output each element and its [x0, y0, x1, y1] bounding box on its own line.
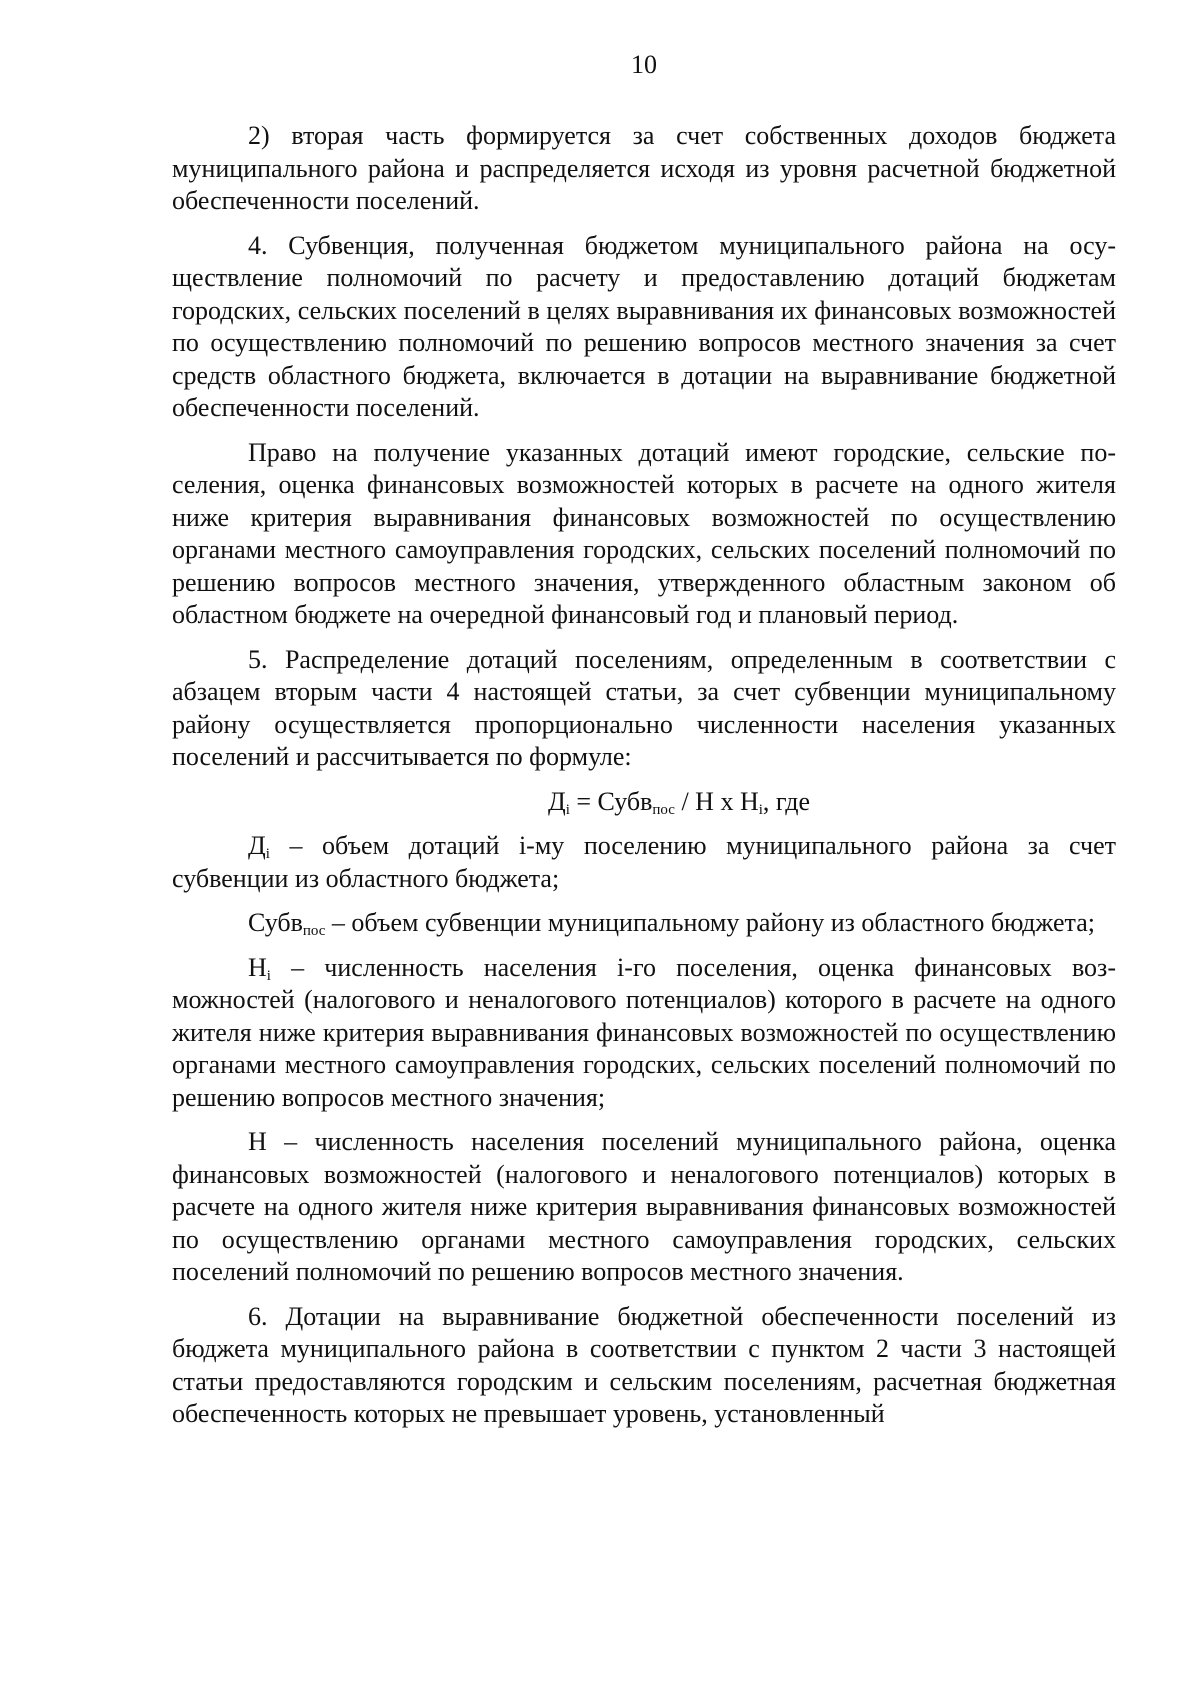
definition-subv: [172, 907, 1116, 940]
formula-equals-subv: = Субв: [569, 786, 653, 816]
symbol-subv-subscript: пос: [302, 923, 326, 939]
definition-n-text: – численность населения i-го поселения, оценка финансовых возможностей (налогового и неналогового потенциалов) которого в расчете на одного жителя ниже критерия выравнивания финансовых возможностей по осуществлению органами местного самоуправления городских, сельских поселений полномочий по решению вопросов местного значения;: [172, 952, 1116, 1112]
distribution-formula: [172, 786, 1116, 819]
formula-d: Д: [547, 786, 566, 816]
formula-tail: , где: [762, 786, 811, 816]
formula-divide-multiply: / Н х Н: [674, 786, 759, 816]
paragraph-subvention: 4. Субвенция, полученная бюджетом муниципального района на осуществление полномочий по расчету и предоставлению дотаций бюджетам городских, сельских поселений в целях выравнивания их финансовых возможностей по осуществлению полномочий по решению вопросов местного значения за счет средств областного бюджета, включается в дотации на выравнивание бюджетной обеспеченности поселений.: [172, 230, 1116, 422]
formula-n-subscript: i: [758, 801, 763, 818]
paragraph-budget-second-part: 2) вторая часть формируется за счет собственных доходов бюджета муниципального района и распределяется исходя из уровня расчетной бюджетной обеспеченности поселений.: [172, 121, 1116, 215]
formula-d-subscript: i: [565, 801, 570, 818]
symbol-d-subscript: i: [265, 846, 270, 862]
paragraph-distribution: 5. Распределение дотаций поселениям, определенным в соответствии с абзацем вторым части 4 настоящей статьи, за счет субвенции муниципальному району осуществляется пропорционально численности населения указанных поселений и рассчитывается по формуле:: [172, 644, 1116, 771]
page-number: 10: [631, 50, 657, 79]
paragraph-right-to-subsidies: Право на получение указанных дотаций имеют городские, сельские поселения, оценка финансовых возможностей которых в расчете на одного жителя ниже критерия выравнивания финансовых возможностей по осуществлению органами местного самоуправления городских, сельских поселений полномочий по решению вопросов местного значения, утвержденного областным законом об областном бюджете на очередной финансовый год и плановый период.: [172, 437, 1116, 629]
symbol-d: Д: [248, 831, 266, 860]
definition-n-total: Н – численность населения поселений муниципального района, оценка финансовых возможностей (налогового и неналогового потенциалов) которых в расчете на одного жителя ниже критерия выравнивания финансовых возможностей по осуществлению органами местного самоуправления городских, сельских поселений полномочий по решению вопросов местного значения.: [172, 1127, 1116, 1286]
definition-d-i: [172, 830, 1116, 895]
symbol-n-subscript: i: [266, 967, 271, 984]
symbol-n: Н: [248, 952, 267, 982]
definition-d-text: – объем дотаций i-му поселению муниципального района за счет субвенции из областного бюджета;: [172, 831, 1116, 893]
symbol-subv: Субв: [248, 908, 303, 937]
definition-subv-text: – объем субвенции муниципальному району из областного бюджета;: [325, 908, 1095, 937]
formula-subv-subscript: пос: [652, 801, 675, 818]
paragraph-equalization-subsidies: 6. Дотации на выравнивание бюджетной обеспеченности поселений из бюджета муниципального района в соответствии с пунктом 2 части 3 настоящей статьи предоставляются городским и сельским поселениям, расчетная бюджетная обеспеченность которых не превышает уровень, установленный: [172, 1301, 1116, 1428]
definition-n-i: [172, 952, 1116, 1115]
